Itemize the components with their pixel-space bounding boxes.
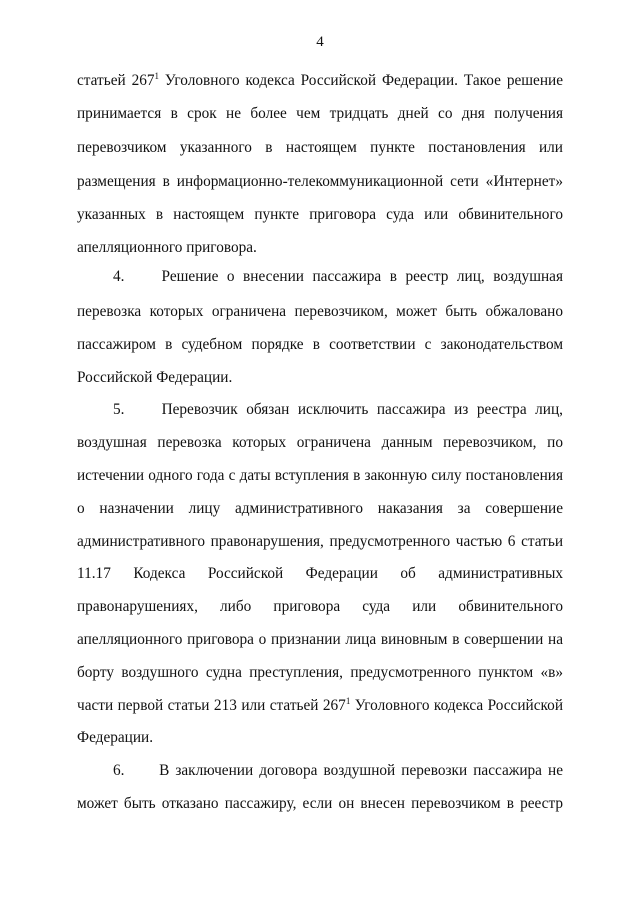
paragraph-start-line: 4. Решение о внесении пассажира в реестр лиц, воздушная (113, 268, 563, 285)
text-line: части первой статьи 213 или статьей $267^1$ Уголовного кодекса Российской (77, 696, 563, 714)
text-line: может быть отказано пассажиру, если он внесен перевозчиком в реестр (77, 795, 563, 812)
paragraph-start-line: 5. Перевозчик обязан исключить пассажира из реестра лиц, (113, 401, 563, 418)
text-line: административного правонарушения, предусмотренного частью 6 статьи (77, 533, 563, 550)
text-line: 11.17 Кодекса Российской Федерации об административных (77, 565, 563, 582)
text-line: пассажиром в судебном порядке в соответствии с законодательством (77, 336, 563, 353)
text-line: правонарушениях, либо приговора суда или обвинительного (77, 598, 563, 615)
text-line: истечении одного года с даты вступления в законную силу постановления (77, 467, 563, 484)
text-line: апелляционного приговора о признании лица виновным в совершении на (77, 631, 563, 648)
text-line: принимается в срок не более чем тридцать дней со дня получения (77, 105, 563, 122)
text-line: о назначении лицу административного наказания за совершение (77, 500, 563, 517)
text-line: апелляционного приговора. (77, 239, 257, 256)
text-line: статьей $267^1$ Уголовного кодекса Российской Федерации. Такое решение (77, 71, 563, 89)
text-line: борту воздушного судна преступления, предусмотренного пунктом «в» (77, 664, 563, 681)
paragraph-start-line: 6. В заключении договора воздушной перевозки пассажира не (113, 762, 563, 779)
text-line: Федерации. (77, 729, 154, 746)
text-line: перевозчиком указанного в настоящем пункте постановления или (77, 139, 563, 156)
paragraph-number: 5. (113, 401, 125, 418)
text-line: Российской Федерации. (77, 369, 233, 386)
superscript: 1 (154, 71, 160, 81)
page-number: 4 (316, 34, 324, 50)
paragraph-number: 4. (113, 268, 125, 285)
text-line: перевозка которых ограничена перевозчиком, может быть обжаловано (77, 303, 563, 320)
text-line: указанных в настоящем пункте приговора суда или обвинительного (77, 206, 563, 223)
paragraph-number: 6. (113, 762, 125, 779)
superscript: 1 (345, 696, 351, 706)
text-line: воздушная перевозка которых ограничена данным перевозчиком, по (77, 434, 563, 451)
text-line: размещения в информационно-телекоммуникационной сети «Интернет» (77, 173, 563, 190)
